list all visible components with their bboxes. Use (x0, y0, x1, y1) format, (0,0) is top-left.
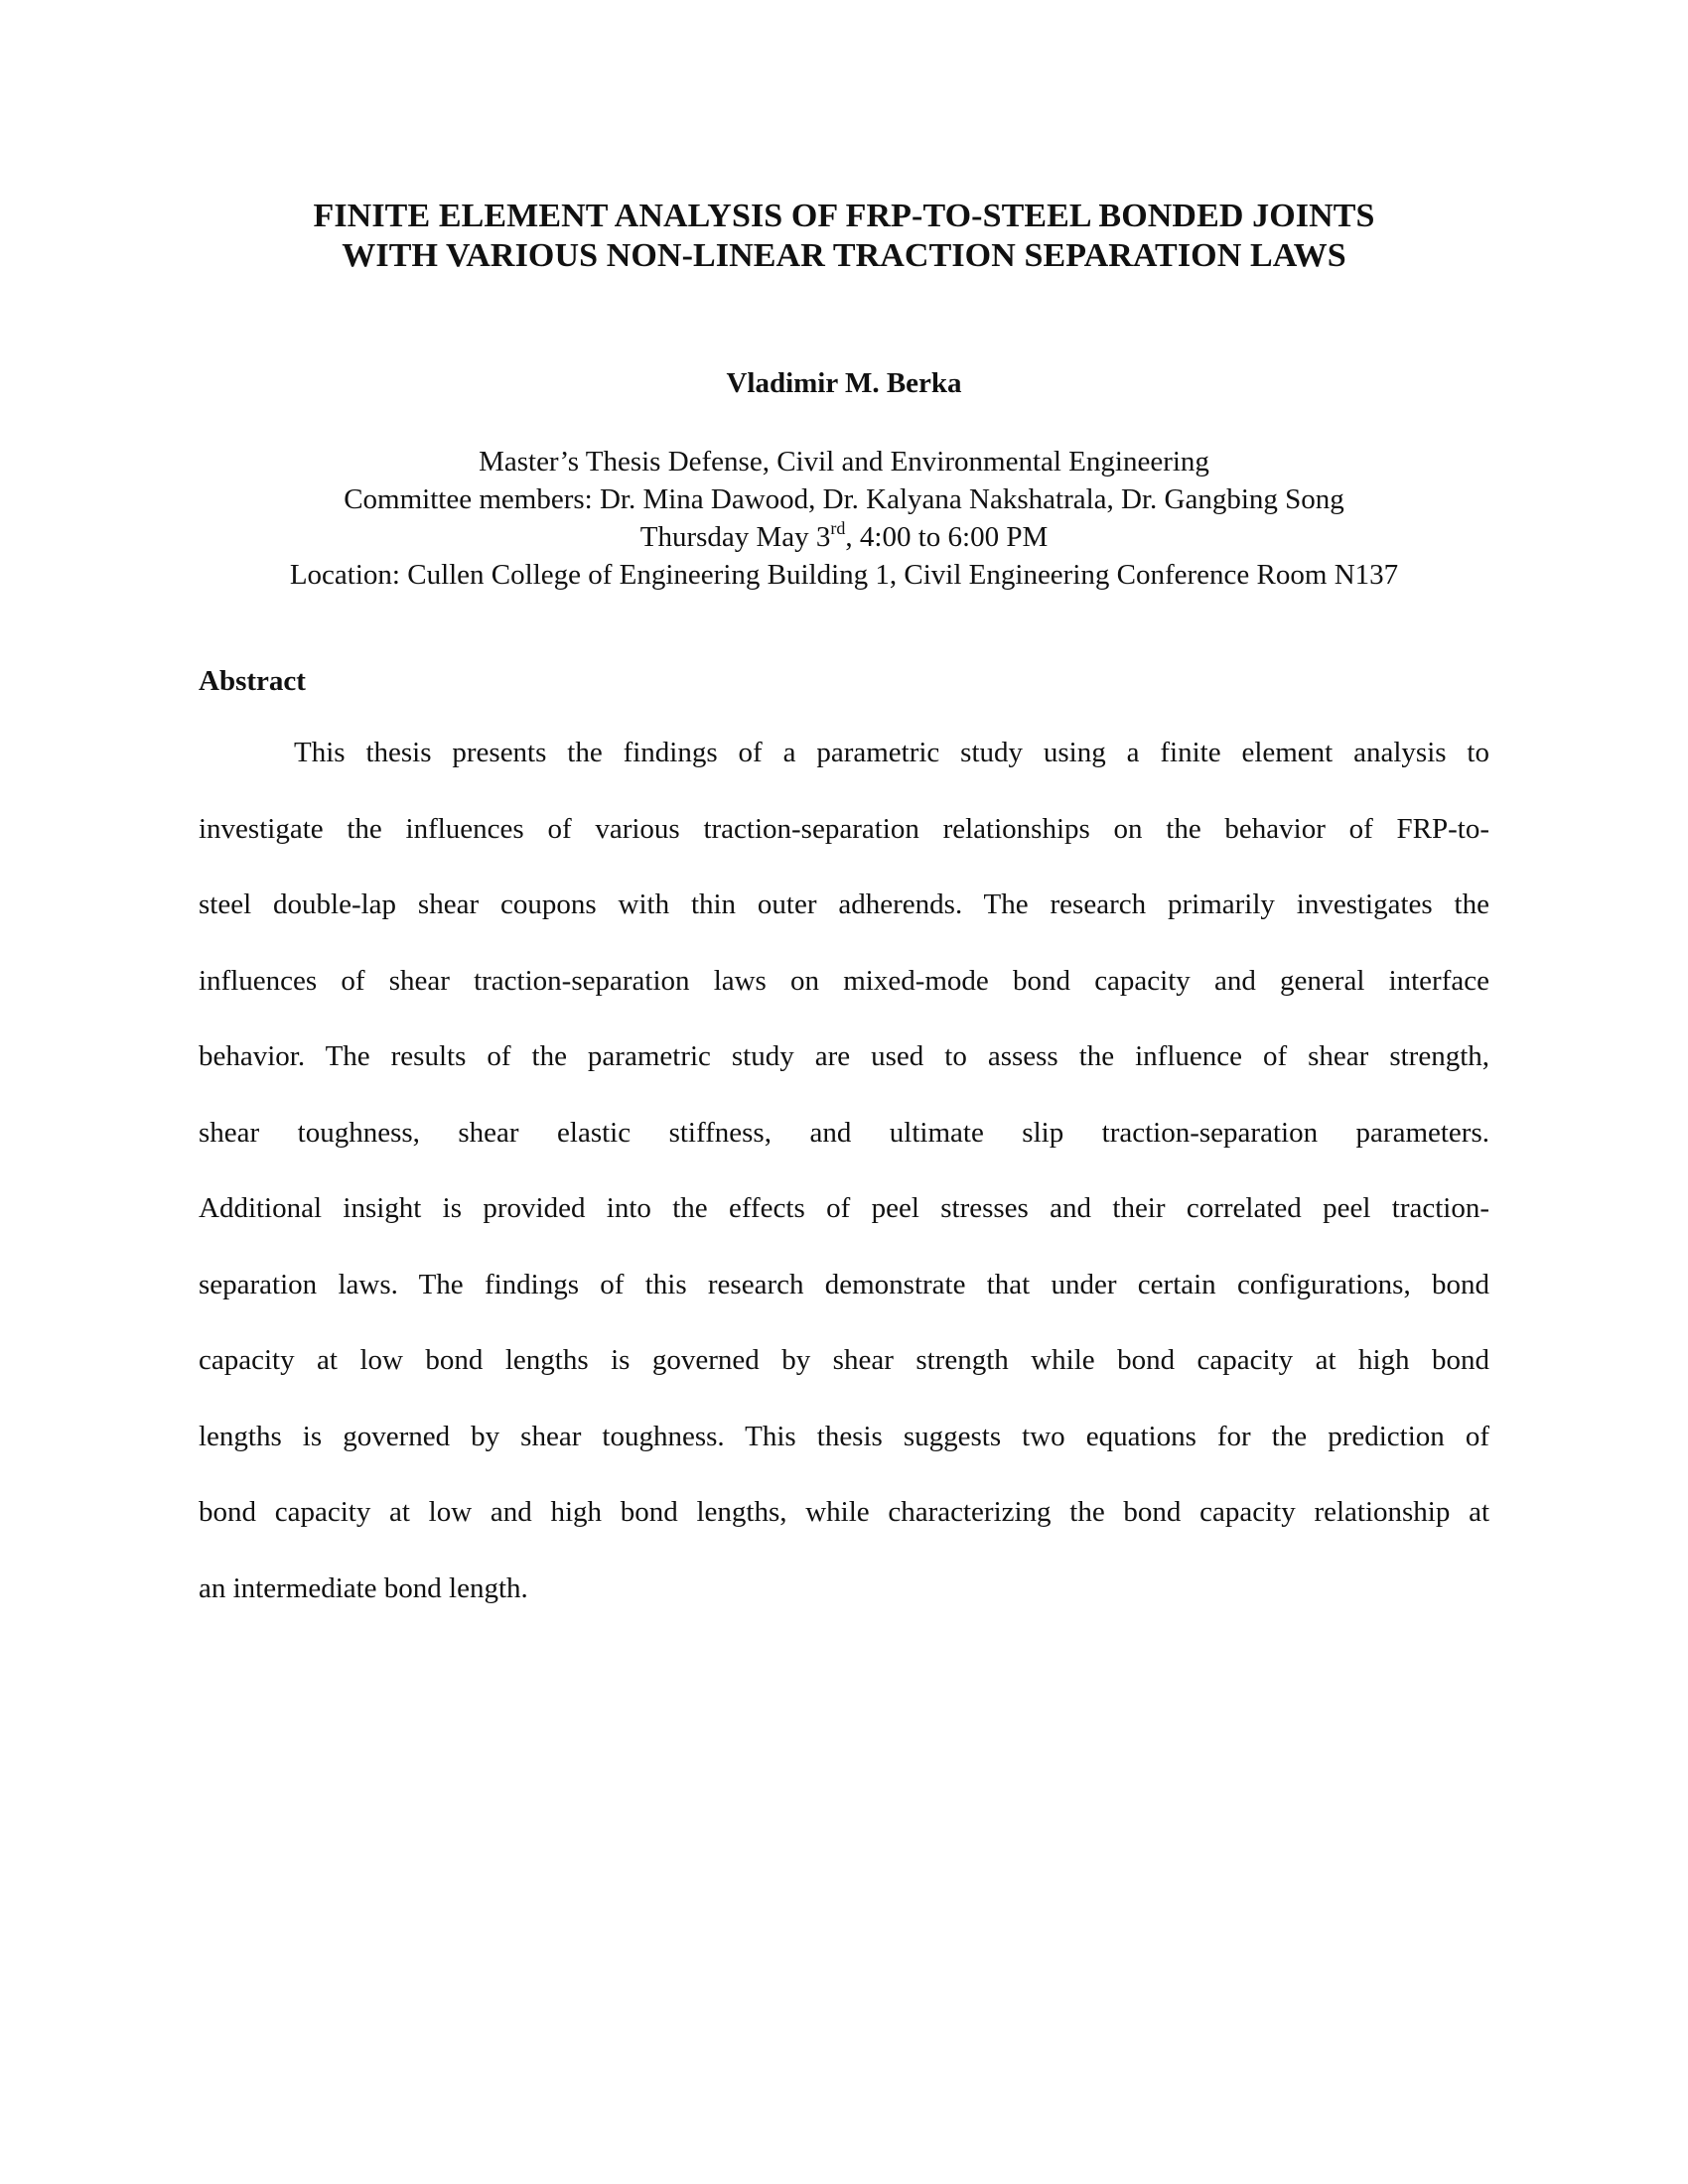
thesis-title (149, 197, 1539, 276)
abstract-line: bond capacity at low and high bond lengths, while characterizing the bond capacity relationship at (199, 1496, 1489, 1528)
thesis-title-line-1: FINITE ELEMENT ANALYSIS OF FRP-TO-STEEL BONDED JOINTS (313, 198, 1375, 234)
defense-location: Location: Cullen College of Engineering Building 1, Civil Engineering Conference Room N137 (289, 559, 1399, 591)
abstract-line: Additional insight is provided into the effects of peel stresses and their correlated peel traction- (199, 1192, 1489, 1224)
abstract-line: lengths is governed by shear toughness. This thesis suggests two equations for the prediction of (199, 1420, 1489, 1452)
date-ordinal-suffix: rd (830, 518, 846, 538)
author-name: Vladimir M. Berka (726, 367, 962, 399)
abstract-body (199, 735, 1489, 1646)
date-text: Thursday May 3 (639, 521, 831, 553)
committee-members: Committee members: Dr. Mina Dawood, Dr. Kalyana Nakshatrala, Dr. Gangbing Song (344, 483, 1344, 515)
abstract-heading: Abstract (199, 665, 306, 697)
abstract-line: investigate the influences of various traction-separation relationships on the behavior of FRP-to- (199, 812, 1489, 845)
time-text: , 4:00 to 6:00 PM (845, 521, 1049, 553)
abstract-line: steel double-lap shear coupons with thin outer adherends. The research primarily investigates the (199, 888, 1489, 920)
abstract-line: capacity at low bond lengths is governed by shear strength while bond capacity at high bond (199, 1344, 1489, 1376)
event-description: Master’s Thesis Defense, Civil and Environmental Engineering (479, 446, 1209, 478)
abstract-line: separation laws. The findings of this research demonstrate that under certain configurations, bond (199, 1268, 1489, 1300)
defense-details (149, 443, 1539, 594)
thesis-title-line-2: WITH VARIOUS NON-LINEAR TRACTION SEPARATION LAWS (342, 237, 1346, 274)
abstract-line: influences of shear traction-separation laws on mixed-mode bond capacity and general interface (199, 964, 1489, 997)
abstract-line: This thesis presents the findings of a parametric study using a finite element analysis to (294, 737, 1489, 768)
abstract-line: shear toughness, shear elastic stiffness, and ultimate slip traction-separation parameters. (199, 1116, 1489, 1149)
abstract-line: an intermediate bond length. (199, 1571, 528, 1604)
defense-date-time (149, 518, 1539, 556)
abstract-line: behavior. The results of the parametric study are used to assess the influence of shear strength, (199, 1040, 1489, 1072)
